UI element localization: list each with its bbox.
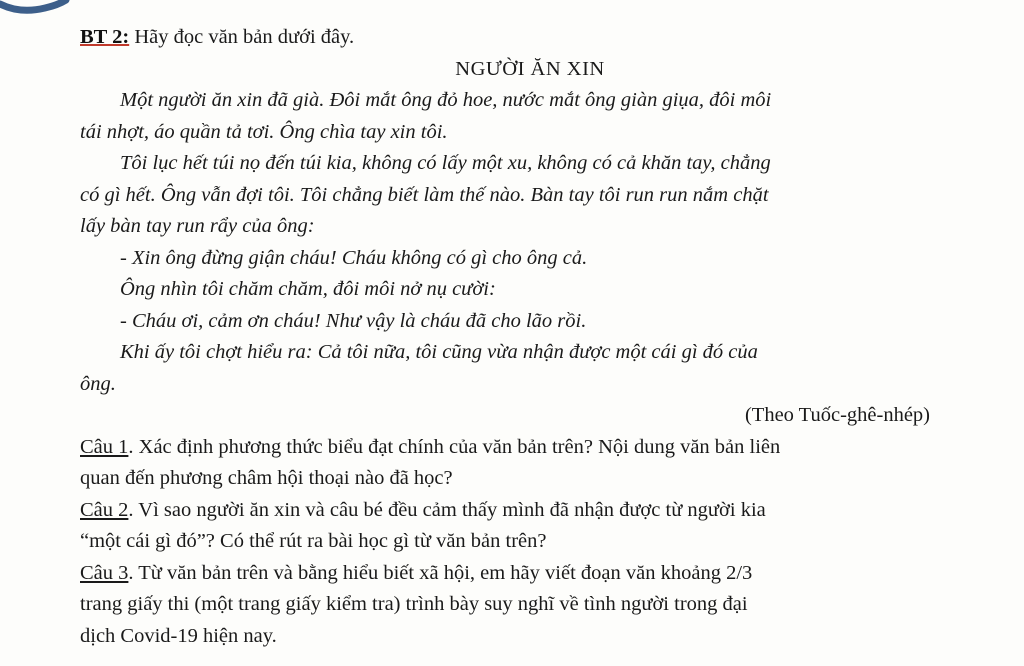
story-line: - Cháu ơi, cảm ơn cháu! Như vậy là cháu đã cho lão rồi. (120, 309, 587, 332)
story-line: Ông nhìn tôi chăm chăm, đôi môi nở nụ cười: (120, 278, 496, 300)
story-line: Khi ấy tôi chợt hiểu ra: Cả tôi nữa, tôi cũng vừa nhận được một cái gì đó của (120, 341, 758, 363)
question-text: quan đến phương châm hội thoại nào đã học? (80, 467, 453, 489)
story-line: Tôi lục hết túi nọ đến túi kia, không có lấy một xu, không có cả khăn tay, chẳng (120, 152, 771, 174)
question-1 (80, 432, 960, 495)
exercise-instruction: Hãy đọc văn bản dưới đây. (129, 26, 355, 48)
story-line: tái nhợt, áo quần tả tơi. Ông chìa tay xin tôi. (80, 120, 448, 143)
question-label: Câu 2 (80, 498, 129, 521)
story-line: lấy bàn tay run rẩy của ông: (80, 215, 315, 237)
story-text (80, 85, 960, 400)
story-line: Một người ăn xin đã già. Đôi mắt ông đỏ hoe, nước mắt ông giàn giụa, đôi môi (120, 89, 772, 111)
exercise-label: BT 2: (80, 26, 130, 48)
story-line: - Xin ông đừng giận cháu! Cháu không có gì cho ông cả. (120, 246, 588, 269)
question-text: . Từ văn bản trên và bằng hiểu biết xã hội, em hãy viết đoạn văn khoảng 2/3 (128, 561, 753, 584)
question-text: . Xác định phương thức biểu đạt chính của văn bản trên? Nội dung văn bản liên (128, 435, 781, 458)
question-3 (80, 558, 960, 653)
exercise-heading (80, 22, 960, 54)
question-text: “một cái gì đó”? Có thể rút ra bài học gì từ văn bản trên? (80, 530, 547, 552)
question-text: trang giấy thi (một trang giấy kiểm tra) trình bày suy nghĩ về tình người trong đại (80, 593, 748, 615)
story-line: có gì hết. Ông vẫn đợi tôi. Tôi chẳng biết làm thế nào. Bàn tay tôi run run nắm chặt (80, 183, 769, 206)
question-label: Câu 3 (80, 561, 129, 584)
question-text: dịch Covid-19 hiện nay. (80, 624, 277, 647)
story-source: (Theo Tuốc-ghê-nhép) (744, 404, 930, 426)
question-2 (80, 495, 960, 558)
document-page (80, 22, 960, 652)
story-title: NGƯỜI ĂN XIN (455, 57, 605, 80)
question-text: . Vì sao người ăn xin và câu bé đều cảm thấy mình đã nhận được từ người kia (128, 498, 766, 521)
question-label: Câu 1 (80, 435, 129, 458)
story-line: ông. (80, 372, 116, 395)
corner-ink-mark (0, 0, 70, 24)
